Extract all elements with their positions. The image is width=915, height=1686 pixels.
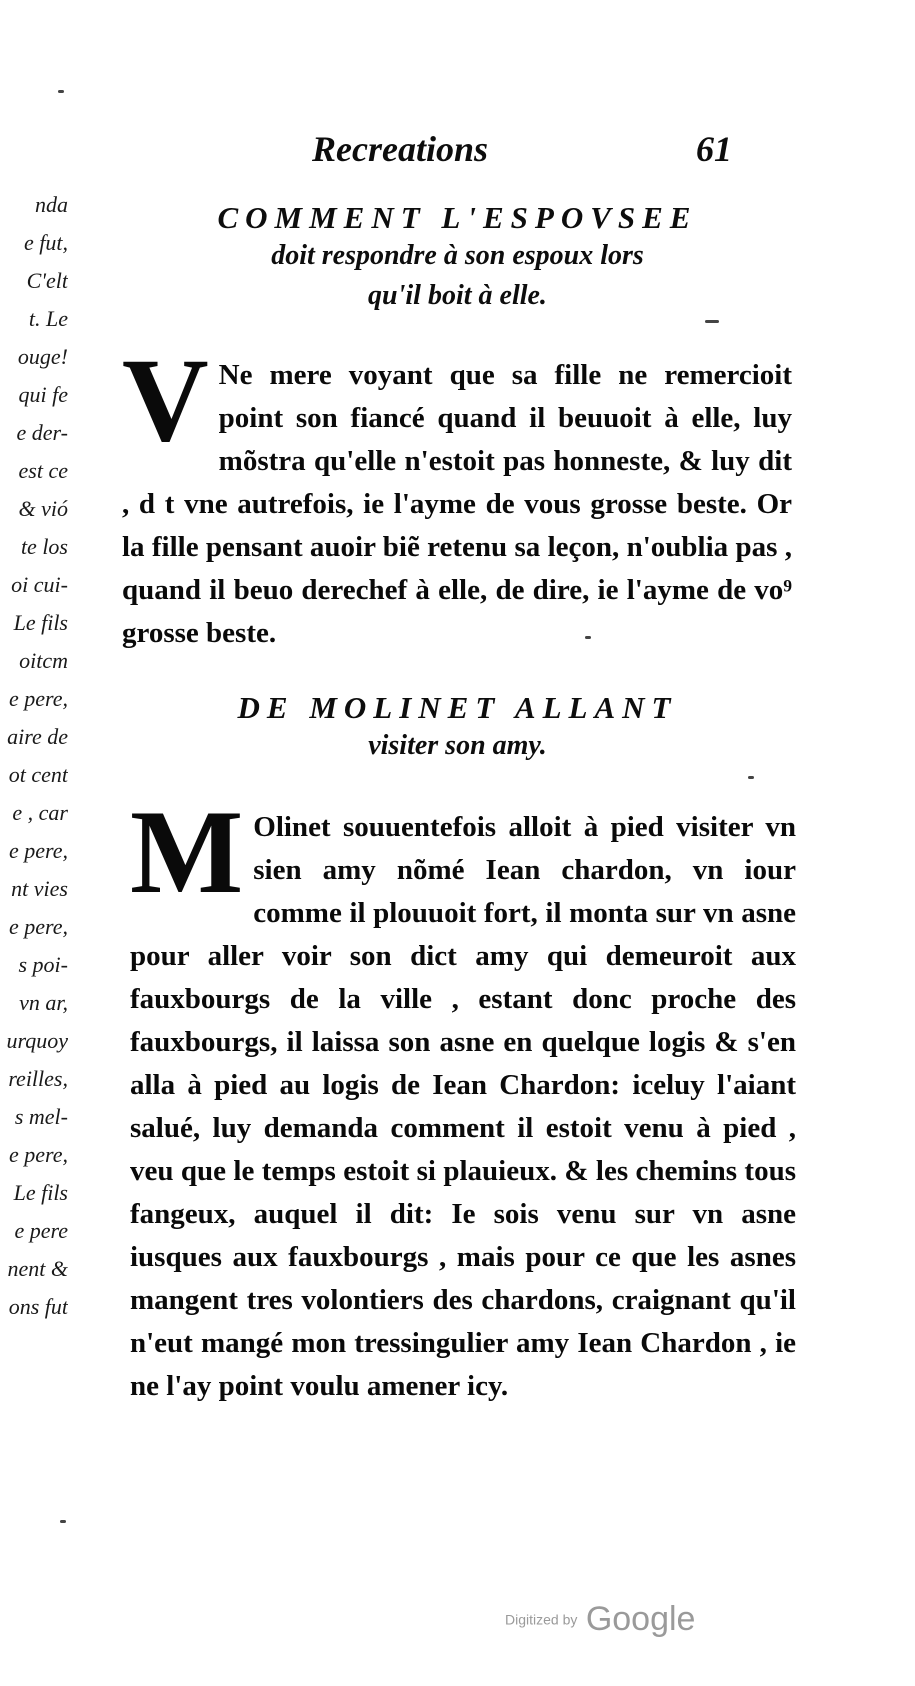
digitization-watermark (505, 1600, 695, 1639)
bleed-line: oitcm (19, 648, 68, 673)
digitized-by-label: Digitized by (505, 1611, 578, 1628)
running-title: Recreations (312, 129, 488, 169)
bleed-line: e pere, (8, 838, 68, 863)
story1-body: Ne mere voyant que sa fille ne remercioit point son fiancé quand il beuuoit à elle, luy mõstra qu'elle n'estoit pas honneste, & luy dit , d t vne autrefois, ie l'ayme de vous grosse beste. Or la fille pensant auoir biẽ retenu sa leçon, n'oublia pas , quand il beuo derechef à elle, de dire, ie l'ayme de vo⁹ grosse beste. (122, 359, 792, 649)
bleed-line: urquoy (6, 1028, 68, 1053)
bleed-line: Le fils (13, 1180, 68, 1205)
bleed-line: e pere (14, 1218, 68, 1243)
story1-heading (0, 200, 915, 316)
story1-heading-line2: doit respondre à son espoux lors (271, 240, 644, 271)
bleed-line: s mel- (14, 1104, 68, 1129)
bleed-line: ot cent (8, 762, 68, 787)
bleed-line: C'elt (26, 268, 68, 293)
story2-body: Olinet souuentefois alloit à pied visiter vn sien amy nõmé Iean chardon, vn iour comme il plouuoit fort, il monta sur vn asne pour aller voir son dict amy qui demeuroit aux fauxbourgs de la ville , estant donc proche des fauxbourgs, il laissa son asne en quelque logis & s'en alla à pied au logis de Iean Chardon: iceluy l'aiant salué, luy demanda comment il estoit venu à pied , veu que le temps estoit si plauieux. & les chemins tous fangeux, auquel il dit: Ie sois venu sur vn asne iusques aux fauxbourgs , mais pour ce que les asnes mangent tres volontiers des chardons, craignant qu'il n'eut mangé mon tressingulier amy Iean Chardon , ie ne l'ay point voulu amener icy. (130, 811, 796, 1402)
story1-heading-caps: COMMENT L'ESPOVSEE (217, 200, 698, 235)
speck-mark (748, 776, 754, 779)
bleed-line: e , car (12, 800, 68, 825)
bleed-line: ons fut (8, 1294, 68, 1319)
bleed-line: ouge! (17, 344, 68, 369)
story2-paragraph (130, 785, 796, 1408)
bleed-line: oi cui- (11, 572, 68, 597)
bleed-line: reilles, (8, 1066, 68, 1091)
bleed-line: vn ar, (19, 990, 68, 1015)
story1-paragraph (122, 333, 792, 655)
story2-dropcap: M (130, 785, 244, 918)
story2-heading-caps: DE MOLINET ALLANT (237, 690, 678, 725)
story1-heading-line3: qu'il boit à elle. (368, 280, 547, 311)
bleed-line: e der- (16, 420, 68, 445)
bleed-line: aire de (7, 724, 68, 749)
bleed-line: qui fe (18, 382, 68, 407)
bleed-line: e pere, (8, 686, 68, 711)
bleed-line: nt vies (11, 876, 68, 901)
bleed-line: s poi- (18, 952, 68, 977)
story2-heading-line2: visiter son amy. (368, 730, 547, 761)
page-number: 61 (696, 129, 732, 169)
bleed-line: e pere, (8, 914, 68, 939)
bleed-line: e pere, (8, 1142, 68, 1167)
google-wordmark: Google (585, 1600, 696, 1638)
speck-mark (60, 1520, 66, 1523)
speck-mark (585, 636, 591, 639)
speck-mark (705, 320, 719, 323)
speck-mark (58, 90, 64, 93)
bleed-line: nda (35, 192, 68, 217)
story1-dropcap: V (122, 333, 209, 466)
bleed-line: te los (20, 534, 68, 559)
bleed-line: e fut, (24, 230, 68, 255)
bleed-line: t. Le (28, 306, 68, 331)
bleed-line: & vió (18, 496, 68, 521)
page-header (0, 128, 915, 178)
bleed-line: est ce (18, 458, 68, 483)
bleed-line: Le fils (13, 610, 68, 635)
bleed-line: nent & (7, 1256, 68, 1281)
story2-heading (0, 690, 915, 766)
